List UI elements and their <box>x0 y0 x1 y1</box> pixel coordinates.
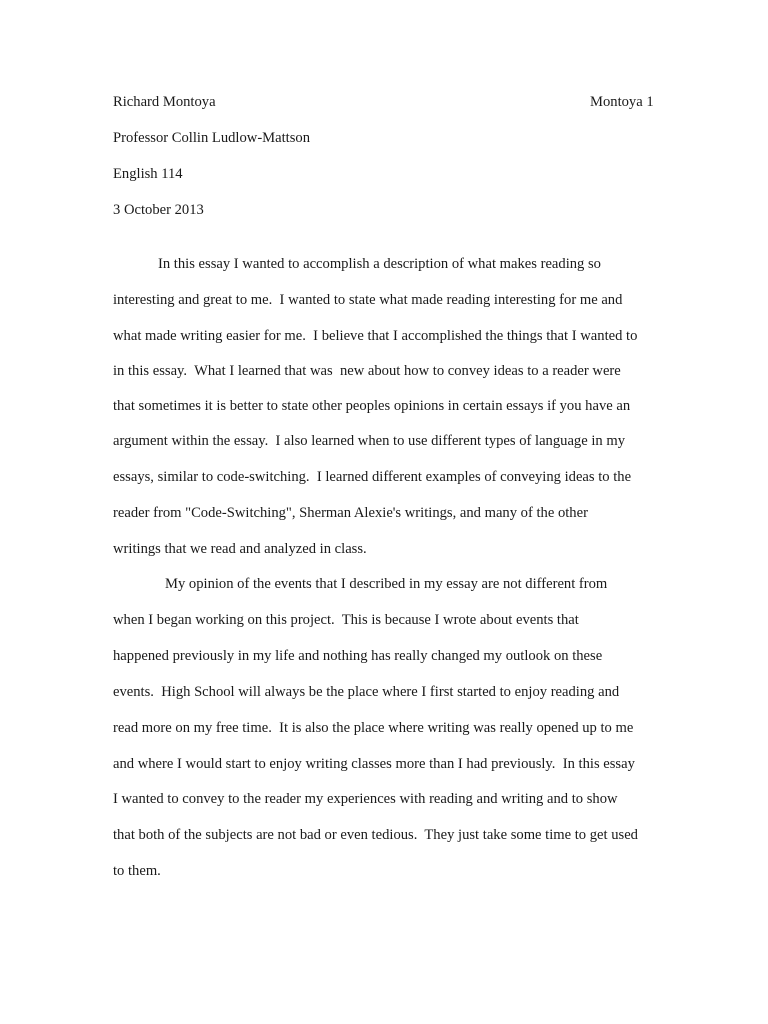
paragraph-1-line: argument within the essay. I also learned when to use different types of language in my <box>113 433 625 449</box>
paragraph-2-line: events. High School will always be the place where I first started to enjoy reading and <box>113 684 620 700</box>
paragraph-2-line: and where I would start to enjoy writing classes more than I had previously. In this essay <box>113 756 635 772</box>
paragraph-1-line: in this essay. What I learned that was new about how to convey ideas to a reader were <box>113 363 621 379</box>
paragraph-1-line: essays, similar to code-switching. I learned different examples of conveying ideas to the <box>113 469 632 485</box>
essay-date: 3 October 2013 <box>113 202 204 218</box>
paragraph-2-line: I wanted to convey to the reader my experiences with reading and writing and to show <box>113 791 618 807</box>
course-name: English 114 <box>113 166 183 182</box>
paragraph-1-line: what made writing easier for me. I believe that I accomplished the things that I wanted to <box>113 328 638 344</box>
paragraph-1-line: In this essay I wanted to accomplish a description of what makes reading so <box>158 256 601 272</box>
paragraph-2-line: happened previously in my life and nothing has really changed my outlook on these <box>113 648 603 664</box>
paragraph-2-line: when I began working on this project. This is because I wrote about events that <box>113 612 579 628</box>
paragraph-2-line: My opinion of the events that I described in my essay are not different from <box>165 576 608 592</box>
paragraph-1-line: writings that we read and analyzed in class. <box>113 541 367 557</box>
professor-name: Professor Collin Ludlow-Mattson <box>113 130 311 146</box>
author-name: Richard Montoya <box>113 94 216 110</box>
paragraph-1-line: that sometimes it is better to state other peoples opinions in certain essays if you have an <box>113 398 631 414</box>
paragraph-1-line: reader from "Code-Switching", Sherman Alexie's writings, and many of the other <box>113 505 588 521</box>
paragraph-2-line: to them. <box>113 863 161 879</box>
page-header-label: Montoya 1 <box>590 94 654 110</box>
paragraph-1-line: interesting and great to me. I wanted to state what made reading interesting for me and <box>113 292 623 308</box>
paragraph-2-line: read more on my free time. It is also the place where writing was really opened up to me <box>113 720 634 736</box>
paragraph-2-line: that both of the subjects are not bad or even tedious. They just take some time to get used <box>113 827 638 843</box>
